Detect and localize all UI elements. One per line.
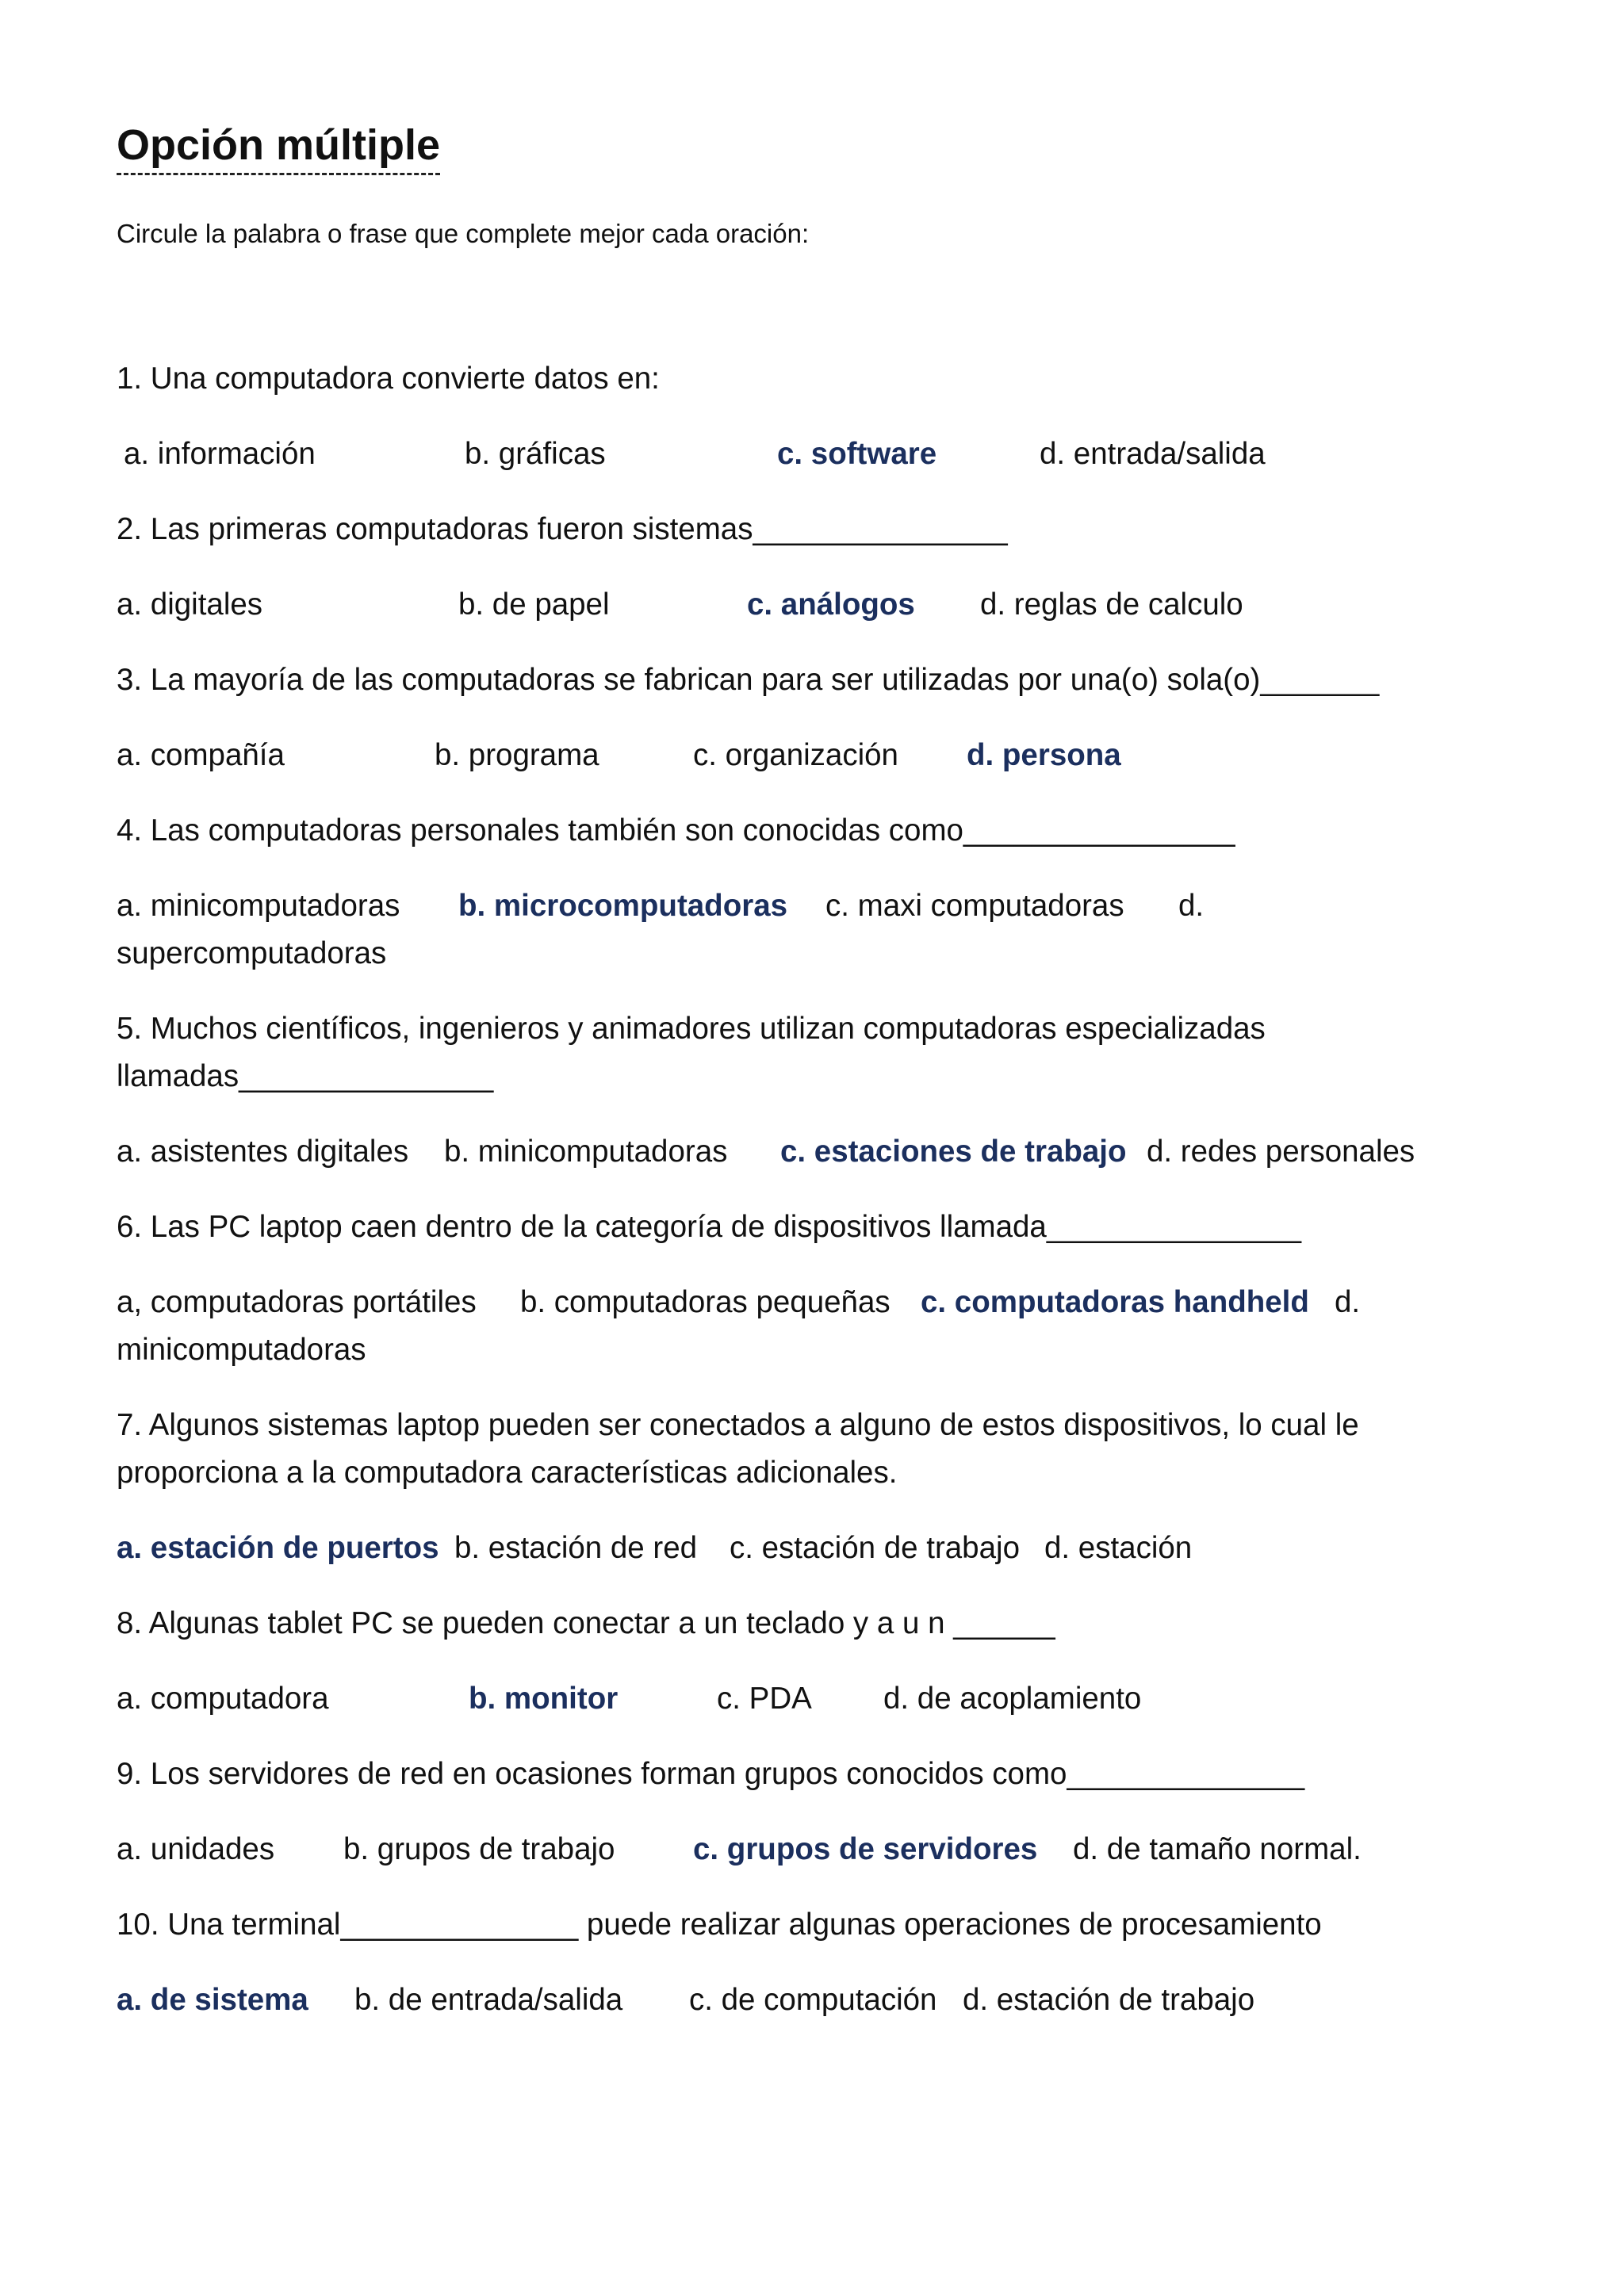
q6-option-d-continuation[interactable]: minicomputadoras xyxy=(117,1333,366,1367)
question-10: 10. Una terminal______________ puede realizar algunas operaciones de procesamiento xyxy=(117,1908,1322,1942)
q9-option-b[interactable]: b. grupos de trabajo xyxy=(343,1832,615,1866)
q10-option-a[interactable]: a. de sistema xyxy=(117,1983,308,2017)
question-1: 1. Una computadora convierte datos en: xyxy=(117,362,660,396)
question-5: 5. Muchos científicos, ingenieros y animadores utilizan computadoras especializadas llamadas_______________ xyxy=(117,1012,1266,1093)
q9-option-c[interactable]: c. grupos de servidores xyxy=(693,1832,1038,1866)
q10-option-d[interactable]: d. estación de trabajo xyxy=(963,1983,1255,2017)
q9-option-a[interactable]: a. unidades xyxy=(117,1832,275,1866)
q10-option-c[interactable]: c. de computación xyxy=(689,1983,937,2017)
q5-option-d[interactable]: d. redes personales xyxy=(1147,1135,1415,1169)
q1-option-c[interactable]: c. software xyxy=(777,437,937,471)
q8-option-c[interactable]: c. PDA xyxy=(717,1682,812,1716)
q7-option-b[interactable]: b. estación de red xyxy=(454,1531,698,1565)
instructions: Circule la palabra o frase que complete mejor cada oración: xyxy=(117,219,810,248)
q4-option-b[interactable]: b. microcomputadoras xyxy=(458,889,788,923)
question-2: 2. Las primeras computadoras fueron sistemas_______________ xyxy=(117,512,1008,546)
q10-option-b[interactable]: b. de entrada/salida xyxy=(354,1983,623,2017)
q6-option-b[interactable]: b. computadoras pequeñas xyxy=(520,1285,891,1319)
q7-option-c[interactable]: c. estación de trabajo xyxy=(730,1531,1020,1565)
q2-option-a[interactable]: a. digitales xyxy=(117,587,263,622)
q7-option-a[interactable]: a. estación de puertos xyxy=(117,1531,439,1565)
q8-option-b[interactable]: b. monitor xyxy=(469,1682,619,1716)
q1-option-d[interactable]: d. entrada/salida xyxy=(1040,437,1266,471)
q4-option-c[interactable]: c. maxi computadoras xyxy=(825,889,1124,923)
question-6: 6. Las PC laptop caen dentro de la categoría de dispositivos llamada_______________ xyxy=(117,1210,1302,1244)
q5-option-b[interactable]: b. minicomputadoras xyxy=(444,1135,728,1169)
question-7: 7. Algunos sistemas laptop pueden ser conectados a alguno de estos dispositivos, lo cual le proporciona a la computadora características adicionales. xyxy=(117,1408,1359,1490)
q4-option-d[interactable]: d. xyxy=(1178,889,1205,923)
q1-option-b[interactable]: b. gráficas xyxy=(465,437,606,471)
q6-option-d[interactable]: d. xyxy=(1335,1285,1361,1319)
q2-option-c[interactable]: c. análogos xyxy=(747,587,915,622)
q8-option-d[interactable]: d. de acoplamiento xyxy=(883,1682,1142,1716)
q5-option-c[interactable]: c. estaciones de trabajo xyxy=(780,1135,1127,1169)
q3-option-d[interactable]: d. persona xyxy=(967,738,1121,772)
q3-option-c[interactable]: c. organización xyxy=(693,738,898,772)
question-9: 9. Los servidores de red en ocasiones forman grupos conocidos como______________ xyxy=(117,1757,1305,1791)
q7-option-d[interactable]: d. estación xyxy=(1044,1531,1193,1565)
question-4: 4. Las computadoras personales también son conocidas como________________ xyxy=(117,813,1235,848)
question-3: 3. La mayoría de las computadoras se fabrican para ser utilizadas por una(o) sola(o)_______ xyxy=(117,663,1380,697)
q3-option-b[interactable]: b. programa xyxy=(435,738,599,772)
q5-option-a[interactable]: a. asistentes digitales xyxy=(117,1135,409,1169)
q6-option-a[interactable]: a, computadoras portátiles xyxy=(117,1285,477,1319)
q2-option-d[interactable]: d. reglas de calculo xyxy=(980,587,1243,622)
q4-option-d-continuation[interactable]: supercomputadoras xyxy=(117,936,387,970)
q6-option-c[interactable]: c. computadoras handheld xyxy=(921,1285,1309,1319)
q8-option-a[interactable]: a. computadora xyxy=(117,1682,329,1716)
q1-option-a[interactable]: a. información xyxy=(124,437,316,471)
q3-option-a[interactable]: a. compañía xyxy=(117,738,285,772)
q9-option-d[interactable]: d. de tamaño normal. xyxy=(1073,1832,1362,1866)
page-title: Opción múltiple xyxy=(117,119,440,175)
q2-option-b[interactable]: b. de papel xyxy=(458,587,610,622)
q4-option-a[interactable]: a. minicomputadoras xyxy=(117,889,400,923)
question-8: 8. Algunas tablet PC se pueden conectar a un teclado y a u n ______ xyxy=(117,1606,1055,1640)
